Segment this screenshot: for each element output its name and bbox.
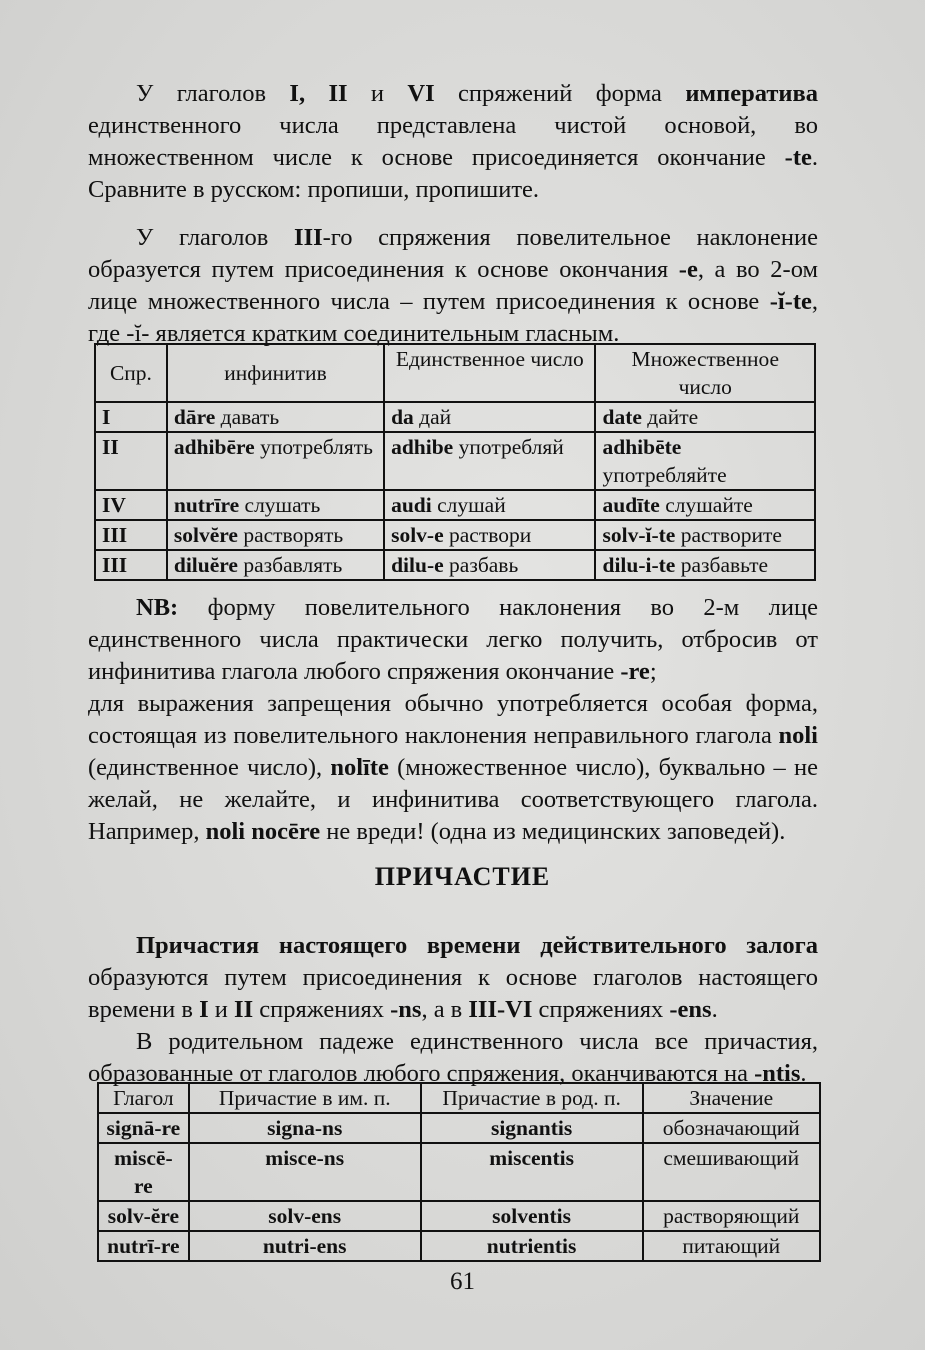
header-conjugation: Спр.: [95, 344, 167, 402]
table-row: III diluĕre разбавлять dilu-e разбавь dilu-i-te разбавьте: [95, 550, 815, 580]
table-row: III solvĕre растворять solv-e раствори solv-ĭ-te растворите: [95, 520, 815, 550]
section-heading: ПРИЧАСТИЕ: [374, 862, 551, 891]
header-verb: Глагол: [98, 1083, 189, 1113]
header-infinitive: инфинитив: [167, 344, 384, 402]
header-singular: Единственное число: [384, 344, 595, 402]
paragraph-participles: Причастия настоящего времени действительного залога образуются путем присоединения к основе глаголов настоящего времени в I и II спряжениях -ns, а в III-VI спряжениях -ens. В родительном падеже единственного числа все причастия, образованные от глаголов любого спряжения, оканчиваются на -ntis.: [88, 930, 818, 1090]
table-row: I dāre давать da дай date дайте: [95, 402, 815, 432]
paragraph-imperative-intro: У глаголов I, II и VI спряжений форма императива единственного числа представлена чистой основой, во множественном числе к основе присоединяется окончание -te. Сравните в русском: пропиши, пропишите. У глаголов III-го спряжения повелительное наклонение образуется путем присоединения к основе окончания -e, а во 2-ом лице множественного числа – путем присоединения к основе -ĭ-te, где -ĭ- является кратким соединительным гласным.: [88, 78, 818, 350]
header-genitive: Причастие в род. п.: [421, 1083, 643, 1113]
table-row: II adhibēre употреблять adhibe употребляй adhibēte употребляйте: [95, 432, 815, 490]
table-header-row: [98, 1083, 820, 1113]
header-meaning: Значение: [643, 1083, 821, 1113]
table-row: signā-re signa-ns signantis обозначающий: [98, 1113, 820, 1143]
participle-table: [97, 1082, 821, 1262]
table-row: solv-ĕre solv-ens solventis растворяющий: [98, 1201, 820, 1231]
paragraph-third-conjugation: У глаголов III-го спряжения повелительное наклонение образуется путем присоединения к основе окончания -e, а во 2-ом лице множественного числа – путем присоединения к основе -ĭ-te, где -ĭ- является кратким соединительным гласным.: [88, 224, 818, 347]
paragraph-genitive: В родительном падеже единственного числа все причастия, образованные от глаголов любого спряжения, оканчиваются на -ntis.: [88, 1028, 818, 1087]
table-row: miscē-re misce-ns miscentis смешивающий: [98, 1143, 820, 1201]
imperative-table: [94, 343, 816, 581]
nota-bene-paragraph: NB: форму повелительного наклонения во 2-м лице единственного числа практически легко получить, отбросив от инфинитива глагола любого спряжения окончание -re; для выражения запрещения обычно употребляется особая форма, состоящая из повелительного наклонения неправильного глагола noli (единственное число), nolīte (множественное число), буквально – не желай, не желайте, и инфинитива соответствующего глагола. Например, noli nocēre не вреди! (одна из медицинских заповедей).: [88, 594, 818, 845]
header-nominative: Причастие в им. п.: [189, 1083, 421, 1113]
table-row: IV nutrīre слушать audi слушай audīte слушайте: [95, 490, 815, 520]
page-number: 61: [450, 1268, 475, 1295]
header-plural: Множественное число: [595, 344, 815, 402]
table-row: nutrī-re nutri-ens nutrientis питающий: [98, 1231, 820, 1261]
table-header-row: [95, 344, 815, 402]
